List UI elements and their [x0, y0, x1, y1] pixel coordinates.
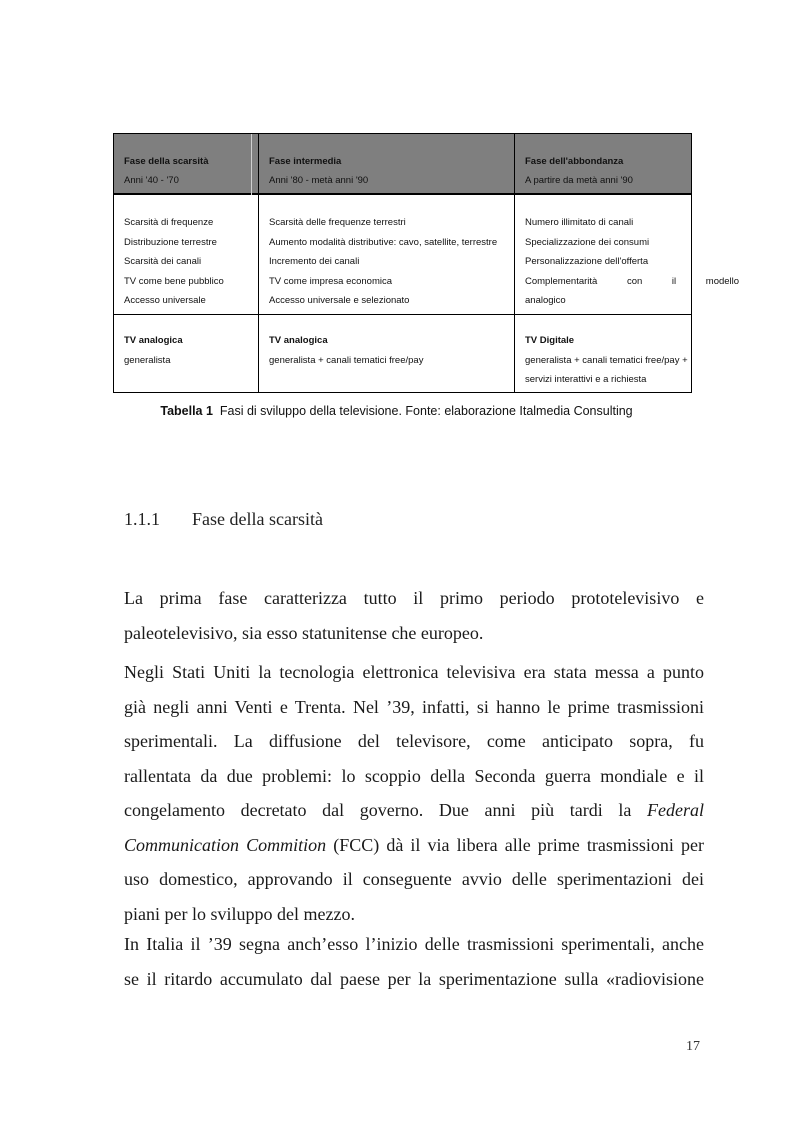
feature-item: Incremento dei canali	[269, 256, 360, 267]
phases-table	[113, 133, 740, 393]
feature-item: Personalizzazione dell'offerta	[525, 256, 649, 267]
feature-item: Scarsità delle frequenze terrestri	[269, 217, 406, 228]
text-line: Communication Commition (FCC) dà il via libera alle prime trasmissioni per	[124, 834, 704, 855]
text-line: Negli Stati Uniti la tecnologia elettronica televisiva era stata messa a punto	[124, 662, 704, 682]
header-title: Fase intermedia	[269, 156, 342, 167]
footer-line: generalista + canali tematici free/pay +	[525, 354, 688, 366]
text-line: sperimentali. La diffusione del televisore, come anticipato sopra, fu	[124, 731, 704, 751]
feature-item: TV come impresa economica	[269, 275, 393, 287]
caption-text: Fasi di sviluppo della televisione. Fonte: elaborazione Italmedia Consulting	[219, 404, 633, 418]
table-caption	[0, 404, 793, 418]
footer-title: TV Digitale	[525, 335, 575, 346]
header-period-2	[269, 171, 368, 191]
caption-label: Tabella 1	[160, 404, 213, 418]
feature-item: Accesso universale	[124, 295, 206, 306]
feature-item: Accesso universale e selezionato	[269, 295, 410, 306]
section-number: 1.1.1	[124, 509, 160, 529]
text-line: In Italia il ’39 segna anch’esso l’inizio delle trasmissioni sperimentali, anche	[124, 934, 704, 954]
text-line: La prima fase caratterizza tutto il primo periodo prototelevisivo e	[124, 588, 704, 608]
feature-item: Distribuzione terrestre	[124, 236, 217, 248]
header-title: Fase della scarsità	[124, 156, 209, 167]
footer-cell-1	[124, 331, 183, 370]
column-divider	[258, 134, 259, 392]
feature-item: Scarsità dei canali	[124, 256, 202, 267]
text-line: uso domestico, approvando il conseguente avvio delle sperimentazioni dei	[124, 869, 704, 889]
footer-line: servizi interattivi e a richiesta	[525, 374, 647, 385]
footer-title: TV analogica	[269, 335, 328, 346]
section-title: Fase della scarsità	[192, 509, 323, 529]
header-period: A partire da metà anni '90	[525, 175, 633, 186]
feature-item: analogico	[525, 295, 566, 306]
section-heading	[124, 509, 323, 530]
header-cell-3	[525, 152, 623, 172]
footer-title: TV analogica	[124, 335, 183, 346]
text-line: se il ritardo accumulato dal paese per la sperimentazione sulla «radiovisione	[124, 968, 704, 989]
feature-item: TV come bene pubblico	[124, 275, 224, 287]
features-cell-2	[269, 213, 497, 311]
header-period-1	[124, 171, 179, 191]
feature-item: Specializzazione dei consumi	[525, 236, 650, 248]
footer-cell-2	[269, 331, 423, 370]
header-cell-1	[124, 152, 209, 172]
feature-item: Scarsità di frequenze	[124, 217, 214, 228]
column-divider	[514, 134, 515, 392]
header-title: Fase dell'abbondanza	[525, 156, 624, 167]
text-line: rallentata da due problemi: lo scoppio della Seconda guerra mondiale e il	[124, 765, 704, 786]
text-line: già negli anni Venti e Trenta. Nel ’39, infatti, si hanno le prime trasmissioni	[124, 696, 704, 717]
row-divider	[114, 314, 691, 315]
feature-item: Numero illimitato di canali	[525, 217, 634, 228]
footer-line: generalista + canali tematici free/pay	[269, 354, 424, 366]
page-number: 17	[686, 1039, 700, 1054]
features-cell-1	[124, 213, 224, 311]
text-line: piani per lo sviluppo del mezzo.	[124, 903, 355, 924]
header-period: Anni '40 - '70	[124, 175, 179, 186]
feature-item: Complementarità con il modello	[525, 275, 740, 287]
paragraph-1	[124, 581, 704, 650]
footer-line: generalista	[124, 354, 171, 366]
text-line: congelamento decretato dal governo. Due anni più tardi la Federal	[124, 800, 704, 820]
paragraph-3	[124, 927, 704, 996]
paragraph-2	[124, 655, 704, 931]
features-cell-3	[525, 213, 739, 311]
feature-item: Aumento modalità distributive: cavo, satellite, terrestre	[269, 236, 498, 248]
header-cell-2	[269, 152, 341, 172]
text-line: paleotelevisivo, sia esso statunitense che europeo.	[124, 622, 484, 643]
header-divider-highlight	[251, 134, 252, 195]
footer-cell-3	[525, 331, 688, 390]
header-period: Anni '80 - metà anni '90	[269, 175, 369, 186]
header-period-3	[525, 171, 633, 191]
